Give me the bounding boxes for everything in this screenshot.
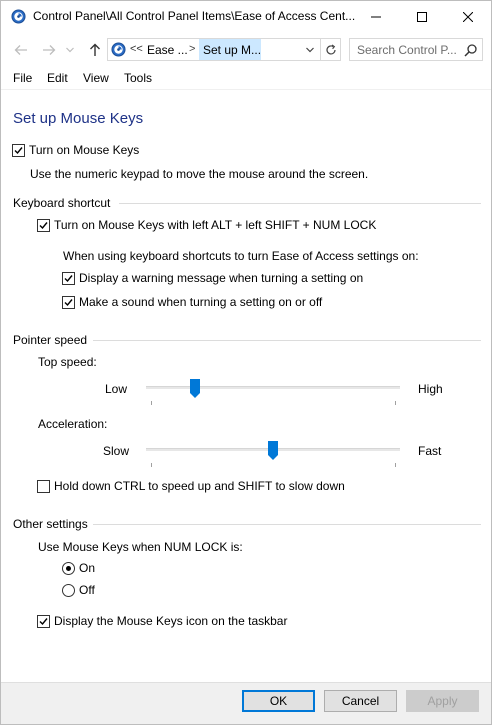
chevron-down-icon [306,47,314,53]
breadcrumb-separator[interactable]: > [189,43,196,55]
title-bar [1,1,491,32]
minimize-button[interactable] [353,1,399,32]
acceleration-slow-label: Slow [103,444,130,458]
checkmark-icon [38,616,49,627]
page-title: Set up Mouse Keys [13,110,144,127]
num-lock-on-radio[interactable] [62,561,95,575]
arrow-right-icon [42,44,56,56]
window-title: Control Panel\All Control Panel Items\Ease of Access Cent... [33,9,356,23]
group-divider [119,203,481,204]
minimize-icon [371,12,381,22]
up-button[interactable] [85,41,105,59]
top-speed-label: Top speed: [38,355,97,369]
slider-tick [395,463,396,467]
search-placeholder: Search Control P... [357,43,457,57]
maximize-icon [417,12,427,22]
slider-tick [395,401,396,405]
forward-button[interactable] [39,41,59,59]
menu-edit[interactable]: Edit [47,71,68,85]
num-lock-on-label: On [79,561,96,575]
apply-button[interactable]: Apply [406,690,479,712]
slider-tick [151,401,152,405]
maximize-button[interactable] [399,1,445,32]
acceleration-label: Acceleration: [38,417,108,431]
breadcrumb-set-up-mouse-keys[interactable]: Set up M... [199,39,261,60]
group-divider [93,340,481,341]
address-dropdown-button[interactable] [302,41,318,58]
radio-circle[interactable] [62,584,75,597]
pointer-speed-heading: Pointer speed [13,333,88,347]
close-icon [463,12,473,22]
breadcrumb-ease-of-access[interactable]: Ease ... [147,43,188,57]
menu-bar [1,68,491,88]
menu-file[interactable]: File [13,71,33,85]
shortcut-checkbox[interactable] [37,218,376,232]
turn-on-description: Use the numeric keypad to move the mouse around the screen. [30,167,369,181]
checkbox-box[interactable] [12,144,25,157]
checkbox-box[interactable] [37,480,50,493]
shortcut-label: Turn on Mouse Keys with left ALT + left SHIFT + NUM LOCK [54,218,377,232]
content-divider [1,89,491,90]
search-icon [464,43,478,57]
refresh-icon [325,44,337,56]
warning-message-label: Display a warning message when turning a setting on [79,271,364,285]
arrow-left-icon [14,44,28,56]
top-speed-slider-track[interactable] [146,386,400,390]
make-sound-label: Make a sound when turning a setting on or off [79,295,323,309]
radio-circle[interactable] [62,562,75,575]
when-using-text: When using keyboard shortcuts to turn Ease of Access settings on: [63,249,419,263]
address-row [1,32,491,68]
warning-message-checkbox[interactable] [62,271,363,285]
top-speed-low-label: Low [105,382,128,396]
close-button[interactable] [445,1,491,32]
dialog-footer [1,682,491,724]
recent-locations-button[interactable] [63,41,77,59]
chevron-down-icon [66,47,74,53]
radio-dot [66,566,71,571]
checkbox-box[interactable] [37,219,50,232]
checkbox-box[interactable] [37,615,50,628]
ok-button[interactable]: OK [242,690,315,712]
other-settings-heading: Other settings [13,517,88,531]
ctrl-shift-label: Hold down CTRL to speed up and SHIFT to slow down [54,479,345,493]
make-sound-checkbox[interactable] [62,295,322,309]
slider-tick [151,463,152,467]
address-bar[interactable] [107,38,341,61]
taskbar-icon-label: Display the Mouse Keys icon on the taskbar [54,614,288,628]
cancel-button[interactable]: Cancel [324,690,397,712]
taskbar-icon-checkbox[interactable] [37,614,287,628]
menu-tools[interactable]: Tools [124,71,153,85]
keyboard-shortcut-heading: Keyboard shortcut [13,196,111,210]
checkmark-icon [13,145,24,156]
top-speed-high-label: High [418,382,443,396]
num-lock-label: Use Mouse Keys when NUM LOCK is: [38,540,243,554]
breadcrumb-overflow[interactable]: << [130,43,143,55]
checkbox-box[interactable] [62,296,75,309]
arrow-up-icon [89,43,101,57]
acceleration-fast-label: Fast [418,444,442,458]
turn-on-mouse-keys-checkbox[interactable] [12,143,139,157]
ease-of-access-icon [11,9,26,24]
top-speed-slider-thumb[interactable] [190,379,200,398]
menu-view[interactable]: View [83,71,109,85]
checkbox-box[interactable] [62,272,75,285]
acceleration-slider-thumb[interactable] [268,441,278,460]
checkmark-icon [63,273,74,284]
refresh-button[interactable] [320,39,340,60]
turn-on-mouse-keys-label: Turn on Mouse Keys [29,143,140,157]
checkmark-icon [38,220,49,231]
ctrl-shift-checkbox[interactable] [37,479,345,493]
num-lock-off-radio[interactable] [62,583,95,597]
ease-of-access-icon [111,42,126,57]
checkmark-icon [63,297,74,308]
back-button[interactable] [11,41,31,59]
group-divider [93,524,481,525]
search-input[interactable] [349,38,483,61]
num-lock-off-label: Off [79,583,95,597]
